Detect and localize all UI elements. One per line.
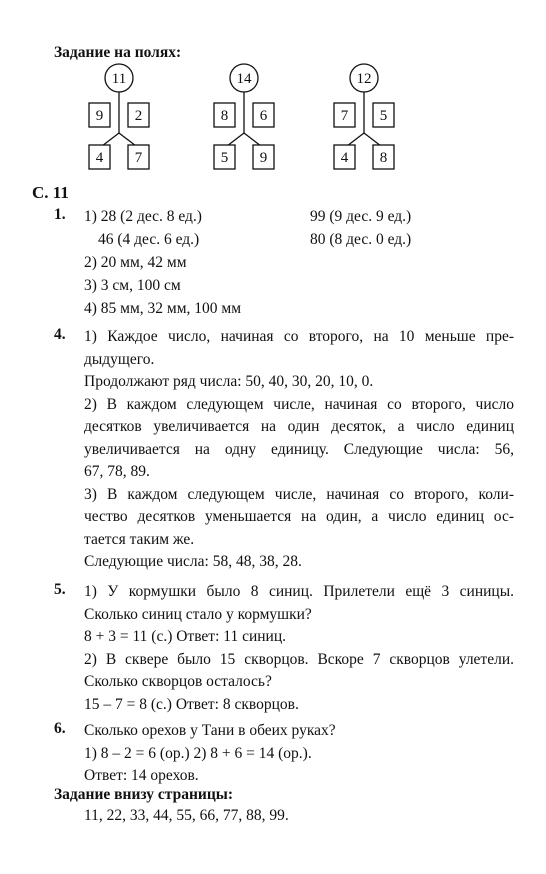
box-number: 9	[259, 150, 268, 166]
bottom-task-title: Задание внизу страницы:	[54, 786, 234, 803]
task4-text	[84, 326, 514, 574]
tree-connector	[347, 133, 364, 146]
text-line: 8 + 3 = 11 (с.) Ответ: 11 синиц.	[84, 628, 286, 645]
task6-text	[84, 720, 514, 788]
task-number: 1.	[54, 206, 66, 223]
text-line: чество десятков уменьшается на один, а число единиц ос-	[84, 508, 514, 525]
box-number: 4	[340, 150, 349, 166]
text-line: Сколько орехов у Тани в обеих руках?	[84, 722, 336, 739]
tree-connector	[227, 133, 244, 146]
answer-line: 80 (8 дес. 0 ед.)	[310, 231, 412, 248]
text-line: 15 – 7 = 8 (с.) Ответ: 8 скворцов.	[84, 695, 299, 713]
box-number: 5	[220, 150, 229, 166]
text-line: 2) В каждом следующем числе, начиная со второго, число	[84, 395, 514, 413]
answer-line: 46 (4 дес. 6 ед.)	[98, 231, 200, 248]
text-line: дыдущего.	[84, 350, 155, 368]
text-line: Ответ: 14 орехов.	[84, 767, 199, 784]
bottom-task-values: 11, 22, 33, 44, 55, 66, 77, 88, 99.	[84, 807, 289, 824]
text-line: 1) 8 – 2 = 6 (ор.) 2) 8 + 6 = 14 (ор.).	[84, 744, 312, 762]
text-line: десятков увеличивается на один десяток, а число единиц	[84, 418, 514, 435]
text-line: увеличивается на одну единицу. Следующие числа: 56,	[84, 440, 514, 458]
page-heading: С. 11	[32, 183, 69, 202]
answer-line: 1) 28 (2 дес. 8 ед.)	[84, 208, 202, 225]
task-number: 4.	[54, 326, 66, 343]
task-number: 5.	[54, 581, 66, 598]
text-line: тается таким же.	[84, 530, 195, 548]
box-number: 9	[95, 108, 104, 124]
number-trees	[0, 0, 546, 180]
box-number: 5	[379, 108, 388, 124]
box-number: 6	[259, 108, 268, 124]
answer-line: 2) 20 мм, 42 мм	[84, 254, 187, 271]
box-number: 7	[340, 108, 349, 124]
text-line: Продолжают ряд числа: 50, 40, 30, 20, 10, 0.	[84, 373, 374, 390]
tree-connector	[102, 133, 119, 146]
tree-connector	[244, 133, 261, 146]
text-line: Сколько скворцов осталось?	[84, 673, 272, 690]
margin-task-title: Задание на полях:	[54, 44, 182, 61]
top-number: 12	[356, 71, 372, 87]
answer-line: 3) 3 см, 100 см	[84, 277, 181, 294]
box-number: 8	[220, 108, 229, 124]
box-number: 2	[134, 108, 143, 124]
top-number: 11	[111, 71, 127, 87]
text-line: 1) Каждое число, начиная со второго, на 10 меньше пре-	[84, 328, 514, 345]
top-number: 14	[236, 71, 252, 87]
text-line: 3) В каждом следующем числе, начиная со второго, коли-	[84, 485, 514, 503]
text-line: Сколько синиц стало у кормушки?	[84, 605, 312, 623]
text-line: 2) В сквере было 15 скворцов. Вскоре 7 скворцов улетели.	[84, 650, 514, 668]
tree-connector	[364, 133, 381, 146]
box-number: 8	[379, 150, 388, 166]
text-line: 1) У кормушки было 8 синиц. Прилетели ещё 3 синицы.	[84, 583, 514, 600]
box-number: 4	[95, 150, 104, 166]
box-number: 7	[134, 150, 143, 166]
text-line: Следующие числа: 58, 48, 38, 28.	[84, 553, 302, 570]
task-number: 6.	[54, 720, 66, 737]
answer-line: 4) 85 мм, 32 мм, 100 мм	[84, 300, 242, 317]
text-line: 67, 78, 89.	[84, 463, 150, 480]
answer-line: 99 (9 дес. 9 ед.)	[310, 208, 412, 225]
task5-text	[84, 581, 514, 716]
tree-connector	[119, 133, 136, 146]
